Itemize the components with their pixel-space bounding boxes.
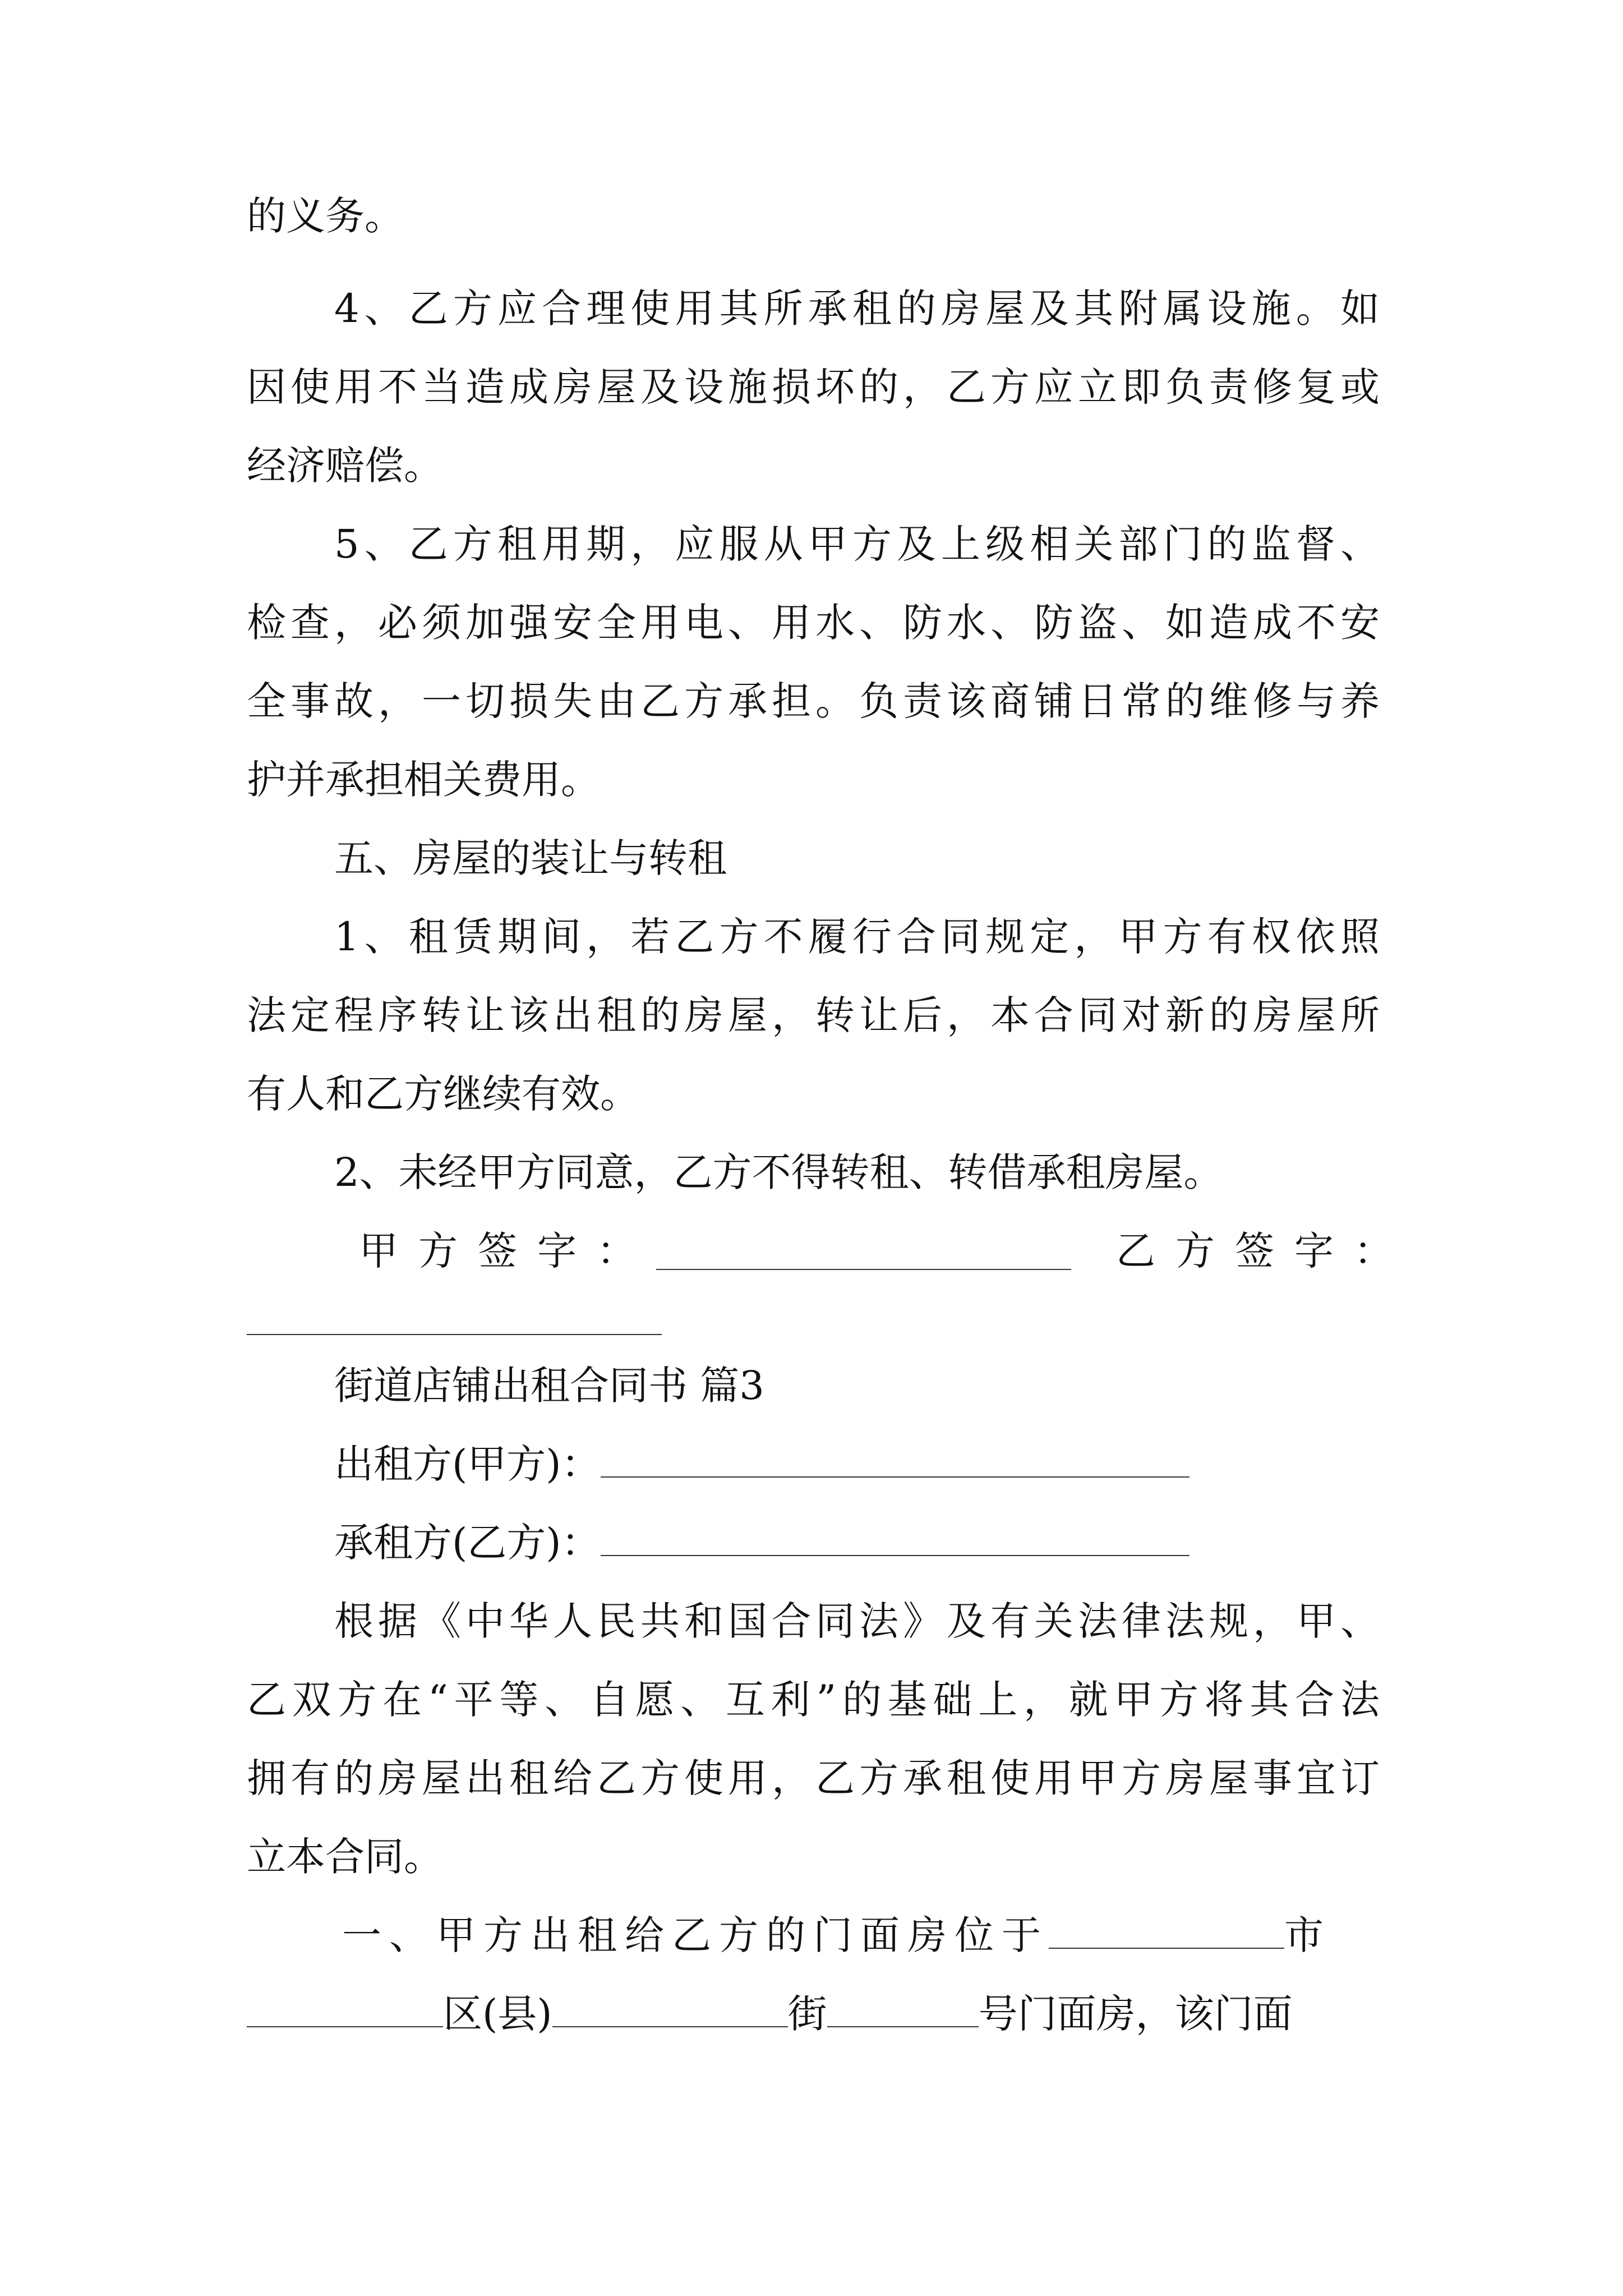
lessee-blank	[601, 1520, 1189, 1556]
paragraph-line: 的义务。	[247, 193, 404, 239]
contract-title: 街道店铺出租合同书 篇3	[334, 1363, 764, 1409]
city-label: 市	[1284, 1912, 1331, 1958]
clause-5-line-2: 检查，必须加强安全用电、用水、防水、防盗、如造成不安	[247, 600, 1380, 646]
party-a-signature-blank	[656, 1269, 1071, 1270]
street-blank	[552, 1991, 788, 2027]
city-blank	[1049, 1913, 1284, 1949]
preamble-line-1: 根据《中华人民共和国合同法》及有关法律法规，甲、	[334, 1598, 1380, 1644]
section-5-item-1-line-1: 1、租赁期间，若乙方不履行合同规定，甲方有权依照	[334, 914, 1380, 960]
section-5-item-2: 2、未经甲方同意，乙方不得转租、转借承租房屋。	[334, 1149, 1223, 1195]
lessee-line	[334, 1515, 1189, 1571]
number-blank	[827, 1991, 979, 2027]
clause-4-line-3: 经济赔偿。	[247, 443, 443, 489]
clause-1-suffix: 号门面房，该门面	[978, 1991, 1293, 2037]
street-label: 街	[787, 1991, 827, 2037]
party-b-signature-blank	[247, 1334, 662, 1335]
lessor-line	[334, 1436, 1189, 1492]
section-heading: 五、房屋的装让与转租	[334, 835, 727, 881]
clause-4-line-1: 4、乙方应合理使用其所承租的房屋及其附属设施。如	[334, 286, 1380, 332]
lessee-label: 承租方(乙方)：	[334, 1520, 601, 1566]
district-blank	[247, 1991, 443, 2027]
section-5-item-1-line-3: 有人和乙方继续有效。	[247, 1071, 639, 1117]
party-a-signature-label: 甲方签字：	[359, 1228, 656, 1274]
district-label: 区(县)	[443, 1991, 552, 2037]
preamble-line-4: 立本合同。	[247, 1834, 443, 1880]
clause-5-line-1: 5、乙方租用期，应服从甲方及上级相关部门的监督、	[334, 521, 1380, 567]
section-5-item-1-line-2: 法定程序转让该出租的房屋，转让后，本合同对新的房屋所	[247, 992, 1380, 1038]
clause-5-line-4: 护并承担相关费用。	[247, 757, 600, 803]
clause-4-line-2: 因使用不当造成房屋及设施损坏的，乙方应立即负责修复或	[247, 364, 1380, 410]
clause-1-prefix: 一、甲方出租给乙方的门面房位于	[342, 1912, 1049, 1958]
party-b-signature-label: 乙方签字：	[1116, 1228, 1413, 1274]
preamble-line-3: 拥有的房屋出租给乙方使用，乙方承租使用甲方房屋事宜订	[247, 1755, 1380, 1801]
clause-1-line-1	[342, 1907, 1331, 1963]
lessor-blank	[601, 1442, 1189, 1478]
preamble-line-2: 乙双方在“平等、自愿、互利”的基础上，就甲方将其合法	[247, 1677, 1380, 1723]
lessor-label: 出租方(甲方)：	[334, 1441, 601, 1487]
clause-1-line-2	[247, 1986, 1293, 2042]
clause-5-line-3: 全事故，一切损失由乙方承担。负责该商铺日常的维修与养	[247, 678, 1380, 724]
